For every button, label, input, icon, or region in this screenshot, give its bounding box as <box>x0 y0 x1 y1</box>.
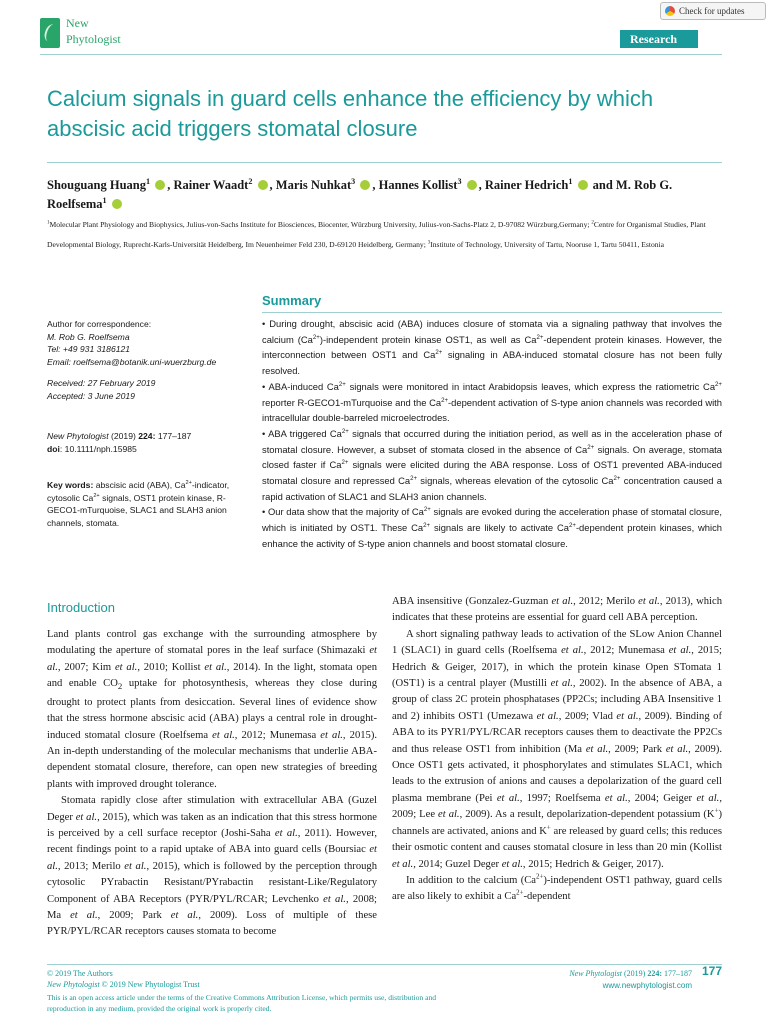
affiliations: $^1$Molecular Plant Physiology and Biophysics, Julius-von-Sachs Institute for Biosciences, Biocenter, Würzburg University, Julius-von-Sachs-Platz 2, D-97082 Würzburg,Germany; $^2$Centre for Organismal Studies, Plant Developmental Biology, Ruprecht-Karls-Universität Heidelberg, Im Neuenheimer Feld 230, D-69120 Heidelberg, Germany; $^3$Institute of Technology, University of Tartu, Nooruse 1, Tartu 50411, Estonia <box>47 220 706 249</box>
article-title: Calcium signals in guard cells enhance the efficiency by which abscisic acid triggers stomatal closure <box>47 86 654 141</box>
summary-divider <box>262 312 722 313</box>
summary-bullet: • ABA-induced $Ca^{2+}$ signals were monitored in intact Arabidopsis leaves, which express the ratiometric $Ca^{2+}$ reporter R-GECO1-mTurquoise and the $Ca^{2+}$-dependent activation of S-type anion channels was recorded with intracellular double-barreled microelectrodes. <box>262 380 723 424</box>
left-column <box>47 627 377 941</box>
orcid-icon[interactable] <box>258 180 268 190</box>
keywords: Key words: abscisic acid (ABA), $Ca^{2+}$-indicator, cytosolic $Ca^{2+}$ signals, OST1 protein kinase, R-GECO1-mTurquoise, SLAC1 and SLAH3 anion channels, stomata. <box>47 480 230 528</box>
footer-license: This is an open access article under the terms of the Creative Commons Attribution License, which permits use, distribution and reproduction in any medium, provided the original work is properly cited. <box>47 993 437 1013</box>
paragraph: Stomata rapidly close after stimulation with extracellular ABA (Guzel Deger et al., 2015), which was taken as an indication that this stress hormone is perceived by a cell surface receptor (Joshi-Saha et al., 2011). However, recent findings point to a rapid uptake of ABA into guard cells (Boursiac et al., 2013; Merilo et al., 2015), which is followed by the perception through cytosolic PYrabactin Resistant/PYrabactin resistant-Like/Regulatory Component of ABA Receptors (PYR/PYL/RCAR; Levchenko et al., 2008; Ma et al., 2009; Park et al., 2009). Loss of multiple of these PYR/PYL/RCAR receptors causes stomata to become <box>47 795 378 938</box>
summary-bullet: • ABA triggered $Ca^{2+}$ signals that occurred during the initiation period, as well as in the acceleration phase of stomatal closure. However, a subset of stomata closed in the absence of $Ca^{2+}$ signals. On average, stomata closed faster if $Ca^{2+}$ signals were elicited during the ABA response. Loss of OST1 prevented ABA-induced stomatal closure and repressed $Ca^{2+}$ signals, whereas elevation of the cytosolic $Ca^{2+}$ concentration caused a rapid activation of SLAC1 and SLAH3 anion channels. <box>262 427 723 502</box>
summary-heading: Summary <box>262 293 322 308</box>
header-divider <box>40 54 722 55</box>
page-number: 177 <box>702 964 723 978</box>
paragraph: In addition to the calcium $(Ca^{2+})$-independent OST1 pathway, guard cells are also likely to exhibit a $Ca^{2+}$-dependent <box>392 873 722 903</box>
orcid-icon[interactable] <box>360 180 370 190</box>
citation-block <box>47 430 247 455</box>
correspondence-email[interactable]: Email: roelfsema@botanik.uni-wuerzburg.de <box>47 356 217 367</box>
check-for-updates-button[interactable] <box>660 2 766 20</box>
footer-divider <box>47 964 722 965</box>
journal-name-line1: New <box>66 16 89 30</box>
correspondence-tel: Tel: +49 931 3186121 <box>47 344 131 354</box>
footer-copyright: © 2019 The Authors <box>47 969 113 978</box>
paragraph: A short signaling pathway leads to activation of the SLow Anion Channel 1 (SLAC1) in guard cells (Roelfsema et al., 2012; Munemasa et al., 2015; Hedrich & Geiger, 2017), in which the protein kinase Open STomata 1 (OST1) is a central player (Mustilli et al., 2002). In the absence of ABA, a group of class 2C protein phosphatases (PP2Cs; including ABA Insensitive 1 and 2) inhibits OST1 (Umezawa et al., 2009; Vlad et al., 2009). Binding of ABA to its PYR1/PYL/RCAR receptors causes them to deactivate the PP2Cs and thus release OST1 from inhibition (Ma et al., 2009; Park et al., 2009). Once OST1 gets activated, it phosphorylates and stimulates SLAC1, which leads to the extrusion of anions and causes a depolarization of the guard cell plasma membrane (Pei et al., 1997; Roelfsema et al., 2004; Geiger et al., 2009; Lee et al., 2009). As a result, depolarization-dependent potassium (K+) channels are activated, anions and K+ are released by guard cells; this reduces their osmotic content and causes stomatal closure in less than 20 min (Kollist et al., 2014; Guzel Deger et al., 2015; Hedrich & Geiger, 2017). <box>392 628 722 870</box>
received-date: Received: 27 February 2019 <box>47 378 156 388</box>
dates-block <box>47 377 247 402</box>
orcid-icon[interactable] <box>578 180 588 190</box>
journal-logo <box>40 18 60 48</box>
footer-citation: New Phytologist (2019) 224: 177–187 <box>569 969 692 978</box>
orcid-icon[interactable] <box>112 199 122 209</box>
correspondence-label: Author for correspondence: <box>47 319 152 329</box>
footer-website-link[interactable]: www.newphytologist.com <box>602 981 692 990</box>
summary-body <box>262 316 722 552</box>
correspondence-block <box>47 318 247 368</box>
check-for-updates-label: Check for updates <box>679 6 745 16</box>
title-divider <box>47 162 722 163</box>
doi-link[interactable]: doi: 10.1111/nph.15985 <box>47 443 137 454</box>
section-badge: Research <box>620 30 698 48</box>
footer-trust: New Phytologist © 2019 New Phytologist Trust <box>47 980 200 989</box>
summary-bullet: • Our data show that the majority of $Ca^{2+}$ signals are evoked during the acceleration phase of stomatal closure, which is initiated by OST1. These $Ca^{2+}$ signals are likely to activate $Ca^{2+}$-dependent protein kinases, which enhance the activity of S-type anion channels and boost stomatal closure. <box>262 506 723 549</box>
crossmark-icon <box>665 6 675 16</box>
orcid-icon[interactable] <box>155 180 165 190</box>
orcid-icon[interactable] <box>467 180 477 190</box>
right-column <box>392 594 722 906</box>
introduction-heading: Introduction <box>47 600 115 615</box>
journal-name-line2: Phytologist <box>66 32 121 46</box>
citation-text: New Phytologist (2019) 224: 177–187 <box>47 431 192 441</box>
paragraph: Land plants control gas exchange with the surrounding atmosphere by modulating the aperture of stomatal pores in the leaf surface (Shimazaki et al., 2007; Kim et al., 2010; Kollist et al., 2014). In the light, stomata open and enable $CO_2$ uptake for photosynthesis, whereas they close during drought to protect plants from desiccation. Several lines of evidence show that the stress hormone abscisic acid (ABA) plays a central role in drought-induced stomatal closure (Roelfsema et al., 2012; Munemasa et al., 2015). An in-depth understanding of the molecular mechanisms that underlie ABA-dependent stomatal closure, therefore, can open new strategies of breeding plants with improved drought tolerance. <box>47 629 378 790</box>
summary-bullet: • During drought, abscisic acid (ABA) induces closure of stomata via a signaling pathway that involves the calcium $(Ca^{2+})$-independent protein kinase OST1, as well as $Ca^{2+}$-dependent protein kinases. However, the interconnection between OST1 and $Ca^{2+}$ signaling in ABA-induced stomatal closure has not been fully resolved. <box>262 318 723 377</box>
accepted-date: Accepted: 3 June 2019 <box>47 390 135 401</box>
correspondence-name: M. Rob G. Roelfsema <box>47 331 130 342</box>
paragraph: ABA insensitive (Gonzalez-Guzman et al., 2012; Merilo et al., 2013), which indicates that these proteins are essential for guard cell ABA perception. <box>392 596 723 624</box>
author-list: Shouguang Huang$^1$ , Rainer Waadt$^2$ , Maris Nuhkat$^3$ , Hannes Kollist$^3$ , Rainer Hedrich$^1$ and M. Rob G. Roelfsema$^1$ <box>47 176 673 211</box>
